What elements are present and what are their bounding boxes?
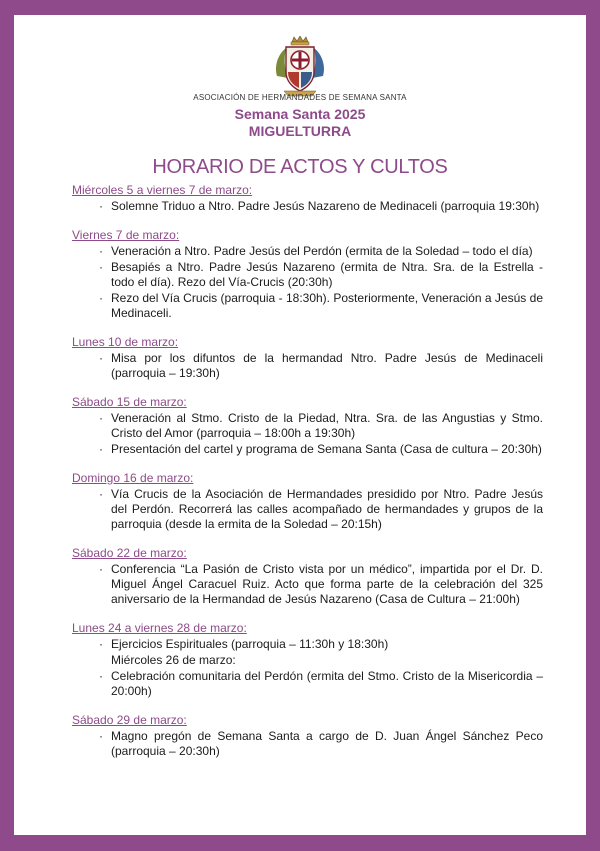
section-date: Viernes 7 de marzo:: [72, 228, 180, 242]
bullet-icon: ·: [99, 291, 103, 305]
list-item: · Veneración al Stmo. Cristo de la Piedad, Ntra. Sra. de las Angustias y Stmo. Cristo del Amor (parroquia – 18:00h a 19:30h): [99, 411, 543, 440]
section-items: [72, 487, 543, 532]
town-name: MIGUELTURRA: [248, 123, 352, 139]
list-item: · Veneración a Ntro. Padre Jesús del Perdón (ermita de la Soledad – todo el día): [99, 244, 533, 258]
list-item: · Presentación del cartel y programa de Semana Santa (Casa de cultura – 20:30h): [99, 442, 542, 456]
section-items: [72, 637, 543, 699]
section-items: [72, 244, 543, 321]
section-date: Sábado 15 de marzo:: [72, 395, 187, 409]
section-date: Sábado 22 de marzo:: [72, 546, 187, 560]
section-items: [72, 562, 543, 607]
document-page: [14, 15, 586, 835]
section-items: [72, 199, 543, 214]
bullet-icon: ·: [99, 244, 103, 258]
bullet-icon: ·: [99, 199, 103, 213]
list-item: · Rezo del Vía Crucis (parroquia - 18:30h). Posteriormente, Veneración a Jesús de Medinaceli.: [99, 291, 543, 320]
crest-logo-icon: [274, 36, 326, 100]
list-item: · Conferencia “La Pasión de Cristo vista por un médico”, impartida por el Dr. D. Miguel Ángel Caracuel Ruiz. Acto que forma parte de la celebración del 325 aniversario de la Hermandad de Jesús Nazareno (Casa de Cultura – 21:00h): [99, 562, 543, 606]
bullet-icon: ·: [99, 669, 103, 683]
section-date: Sábado 29 de marzo:: [72, 713, 187, 727]
section-items: [72, 411, 543, 457]
list-item: · Celebración comunitaria del Perdón (ermita del Stmo. Cristo de la Misericordia – 20:00h): [99, 669, 543, 698]
list-item: · Solemne Triduo a Ntro. Padre Jesús Nazareno de Medinaceli (parroquia 19:30h): [99, 199, 540, 213]
section-date: Domingo 16 de marzo:: [72, 471, 194, 485]
bullet-icon: ·: [99, 729, 103, 743]
list-item: · Magno pregón de Semana Santa a cargo de D. Juan Ángel Sánchez Peco (parroquia – 20:30h): [99, 729, 543, 758]
page-title: HORARIO DE ACTOS Y CULTOS: [152, 156, 448, 178]
schedule-list: [72, 182, 543, 760]
list-item: · Misa por los difuntos de la hermandad Ntro. Padre Jesús de Medinaceli (parroquia – 19:30h): [99, 351, 543, 380]
event-title: Semana Santa 2025: [234, 106, 366, 122]
section-date: Miércoles 5 a viernes 7 de marzo:: [72, 183, 253, 197]
section-date: Lunes 10 de marzo:: [72, 335, 179, 349]
bullet-icon: ·: [99, 442, 103, 456]
bullet-icon: ·: [99, 411, 103, 425]
bullet-icon: ·: [99, 487, 103, 501]
list-item: · Besapiés a Ntro. Padre Jesús Nazareno (ermita de Ntra. Sra. de la Estrella - todo el día). Rezo del Vía-Crucis (20:30h): [99, 260, 543, 289]
bullet-icon: ·: [99, 260, 103, 274]
section-items: [72, 729, 543, 759]
association-name: ASOCIACIÓN DE HERMANDADES DE SEMANA SANTA: [193, 93, 407, 102]
bullet-icon: ·: [99, 562, 103, 576]
bullet-icon: ·: [99, 351, 103, 365]
list-subheading: Miércoles 26 de marzo:: [111, 653, 236, 667]
bullet-icon: ·: [99, 637, 103, 651]
section-date: Lunes 24 a viernes 28 de marzo:: [72, 621, 247, 635]
section-items: [72, 351, 543, 381]
list-item: · Vía Crucis de la Asociación de Hermandades presidido por Ntro. Padre Jesús del Perdón. Recorrerá las calles acompañado de hermandades y grupos de la parroquia (desde la ermita de la Soledad – 20:15h): [99, 487, 543, 531]
list-item: · Ejercicios Espirituales (parroquia – 11:30h y 18:30h): [99, 637, 389, 651]
